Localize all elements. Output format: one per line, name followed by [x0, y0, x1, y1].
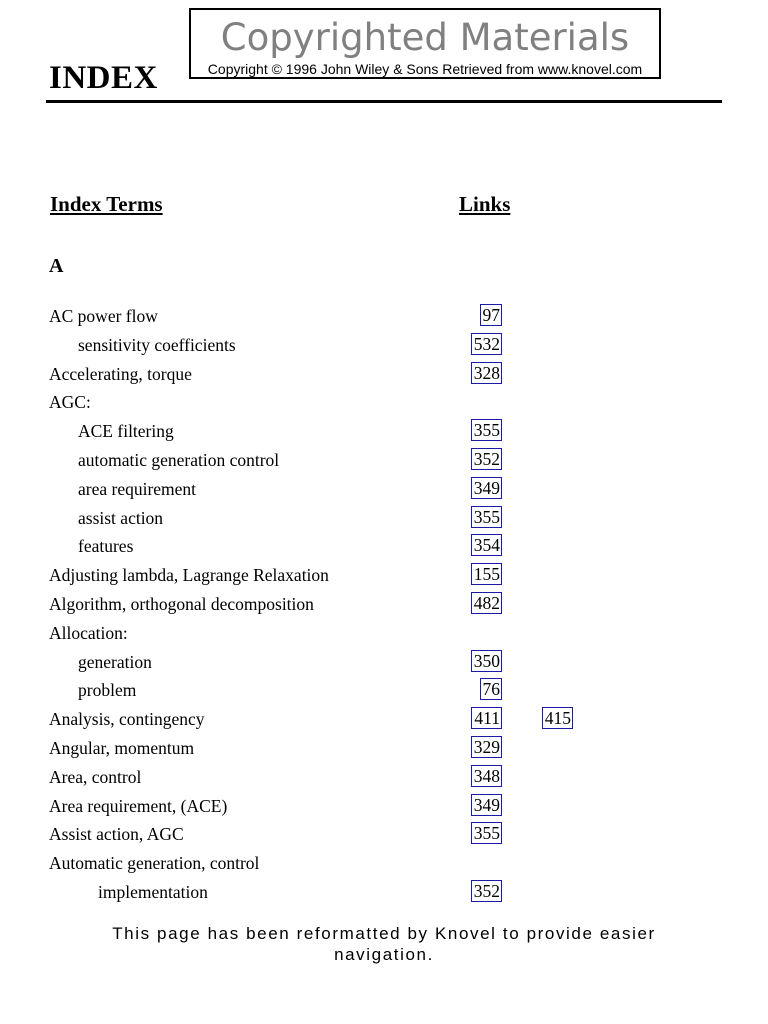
page-link[interactable]: 329 [471, 736, 502, 758]
page-link[interactable]: 349 [471, 477, 502, 499]
index-entry [0, 737, 768, 765]
section-letter: A [49, 255, 64, 277]
page-link[interactable]: 352 [471, 880, 502, 902]
index-entry [0, 478, 768, 506]
page-link[interactable]: 350 [471, 650, 502, 672]
index-entry [0, 334, 768, 362]
index-term: Area, control [49, 766, 142, 787]
page-link[interactable]: 532 [471, 333, 502, 355]
page-link[interactable]: 355 [471, 822, 502, 844]
index-entry [0, 593, 768, 621]
index-term: Assist action, AGC [49, 824, 184, 845]
index-term: Allocation: [49, 622, 128, 643]
page-link[interactable]: 97 [480, 304, 502, 326]
index-term: problem [78, 680, 137, 701]
page-link[interactable]: 349 [471, 794, 502, 816]
index-entry [0, 852, 768, 880]
index-entry [0, 564, 768, 592]
footer-line-2: navigation. [334, 945, 434, 964]
page-link[interactable]: 328 [471, 362, 502, 384]
page-link[interactable]: 415 [542, 707, 573, 729]
index-entry [0, 507, 768, 535]
page-link[interactable]: 355 [471, 419, 502, 441]
index-term: implementation [98, 882, 208, 902]
index-entry [0, 766, 768, 794]
column-header-index-terms: Index Terms [50, 192, 163, 216]
page-link[interactable]: 352 [471, 448, 502, 470]
index-term: generation [78, 651, 152, 672]
index-term: automatic generation control [78, 450, 280, 470]
index-entry [0, 449, 768, 477]
page-link[interactable]: 411 [471, 707, 502, 729]
index-entry [0, 708, 768, 736]
index-term: AGC: [49, 392, 91, 413]
index-term: sensitivity coefficients [78, 334, 236, 355]
index-term: assist action [78, 507, 164, 528]
copyright-banner-title: Copyrighted Materials [220, 16, 630, 59]
page-title: INDEX [49, 60, 158, 96]
index-term: ACE filtering [78, 421, 174, 442]
index-entry [0, 305, 768, 333]
index-term: Angular, momentum [49, 738, 195, 758]
index-entry [0, 622, 768, 650]
index-entry [0, 391, 768, 419]
column-header-links: Links [459, 192, 511, 216]
index-entry [0, 823, 768, 851]
page-link[interactable]: 354 [471, 534, 502, 556]
index-entry [0, 363, 768, 391]
page-link[interactable]: 155 [471, 563, 502, 585]
header-divider [46, 100, 722, 103]
index-entry [0, 535, 768, 563]
page-link[interactable]: 482 [471, 592, 502, 614]
index-term: Automatic generation, control [49, 853, 260, 874]
footer-note [0, 923, 768, 965]
index-term: Adjusting lambda, Lagrange Relaxation [49, 565, 329, 586]
index-entry [0, 651, 768, 679]
page-link[interactable]: 76 [480, 678, 502, 700]
footer-line-1: This page has been reformatted by Knovel to provide easier [112, 924, 656, 943]
index-term: features [78, 536, 134, 557]
index-entry [0, 420, 768, 448]
page-link[interactable]: 355 [471, 506, 502, 528]
index-term: area requirement [78, 478, 197, 499]
copyright-banner-notice: Copyright © 1996 John Wiley & Sons Retrieved from www.knovel.com [207, 61, 643, 77]
index-term: Area requirement, (ACE) [49, 795, 228, 816]
index-term: AC power flow [49, 306, 158, 326]
page-link[interactable]: 348 [471, 765, 502, 787]
index-entry [0, 795, 768, 823]
index-term: Algorithm, orthogonal decomposition [49, 594, 314, 614]
index-entry [0, 679, 768, 707]
index-entry [0, 881, 768, 909]
index-term: Accelerating, torque [49, 363, 192, 384]
index-term: Analysis, contingency [49, 709, 205, 730]
copyright-banner [189, 8, 661, 79]
